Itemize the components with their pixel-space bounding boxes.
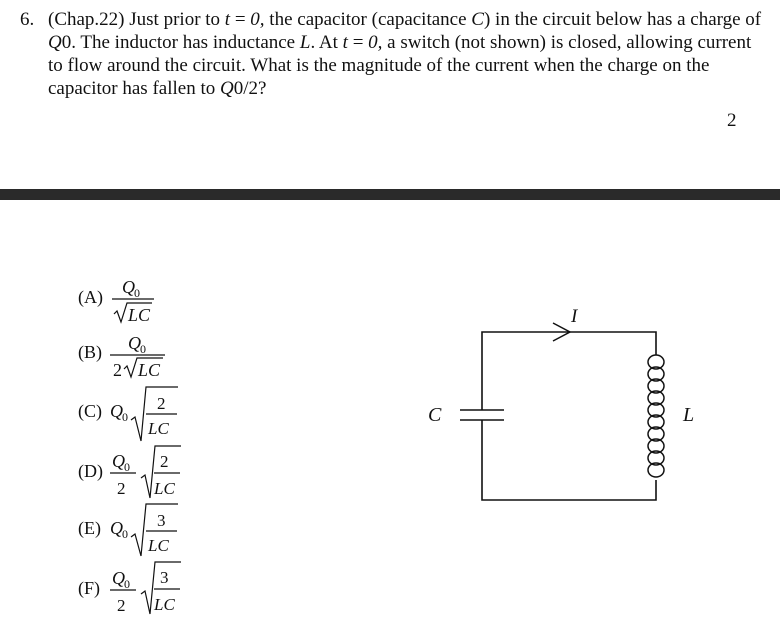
root-numerator: 2 [160, 452, 169, 471]
sub-zero: 0 [61, 32, 72, 53]
var-Q: Q [48, 32, 62, 53]
var-t: t [342, 32, 348, 53]
text-fragment: . At [310, 32, 343, 53]
text-fragment: Just prior to [124, 9, 225, 30]
var-zero: 0, [250, 9, 265, 30]
current-label: I [571, 306, 578, 327]
root-numerator: 2 [157, 394, 166, 413]
chapter-ref: (Chap.22) [48, 9, 125, 30]
numerator-q: Q [112, 451, 125, 471]
root-denominator: LC [154, 595, 175, 614]
numerator-sub: 0 [140, 342, 146, 356]
choice-label: (E) [78, 518, 101, 538]
root-denominator: LC [148, 536, 169, 555]
numerator-sub: 0 [134, 286, 140, 300]
choice-label: (D) [78, 461, 103, 481]
numerator-sub: 0 [124, 460, 130, 474]
choice-label: (A) [78, 287, 103, 307]
choice-a[interactable] [78, 277, 154, 325]
var-zero: 0, [368, 32, 383, 53]
choice-label: (B) [78, 342, 102, 362]
var-L: L [299, 32, 311, 53]
page-number: 2 [727, 110, 737, 131]
answer-choices [0, 0, 200, 634]
var-C: C [471, 9, 484, 30]
wire-bottom [482, 420, 656, 500]
numerator-q: Q [128, 333, 141, 353]
text-fragment: the capacitor (capacitance [264, 9, 472, 30]
question-number: 6. [20, 9, 35, 30]
root-denominator: LC [148, 419, 169, 438]
denominator: LC [138, 360, 161, 380]
text-fragment: = [230, 9, 251, 30]
choice-label: (F) [78, 578, 100, 598]
prefix-sub: 0 [122, 527, 128, 541]
text-fragment: = [347, 32, 369, 53]
var-Q: Q [219, 78, 234, 99]
var-t: t [224, 9, 231, 30]
inductor-label: L [683, 404, 695, 426]
wire-top [482, 332, 656, 410]
choice-d[interactable] [78, 446, 181, 498]
text-fragment: ) in the circuit below has a charge of [483, 9, 762, 30]
prefix-q: Q [110, 401, 123, 421]
inductor-coil-icon [648, 355, 664, 477]
den-coef: 2 [117, 596, 126, 615]
den-coef: 2 [117, 479, 126, 498]
choice-e[interactable] [78, 504, 178, 556]
numerator-q: Q [122, 277, 135, 297]
prefix-sub: 0 [122, 410, 128, 424]
text-fragment: . The inductor has inductance [71, 32, 300, 53]
choice-label: (C) [78, 401, 102, 421]
root-denominator: LC [154, 479, 175, 498]
capacitor-label: C [428, 404, 442, 426]
den-coef: 2 [113, 360, 122, 380]
root-numerator: 3 [157, 511, 166, 530]
lc-circuit-diagram [410, 290, 720, 530]
text-fragment: /2? [243, 78, 267, 99]
numerator-sub: 0 [124, 577, 130, 591]
sub-zero: 0 [233, 78, 244, 99]
text-fragment: a switch (not shown) is closed, allowing current to flow around the circuit. What is the magnitude of the current when the charge on the capacitor has fallen to [48, 32, 752, 99]
choice-c[interactable] [78, 387, 178, 441]
choice-f[interactable] [78, 562, 181, 615]
numerator-q: Q [112, 568, 125, 588]
denominator: LC [128, 305, 151, 325]
prefix-q: Q [110, 518, 123, 538]
root-numerator: 3 [160, 568, 169, 587]
choice-b[interactable] [78, 333, 165, 380]
